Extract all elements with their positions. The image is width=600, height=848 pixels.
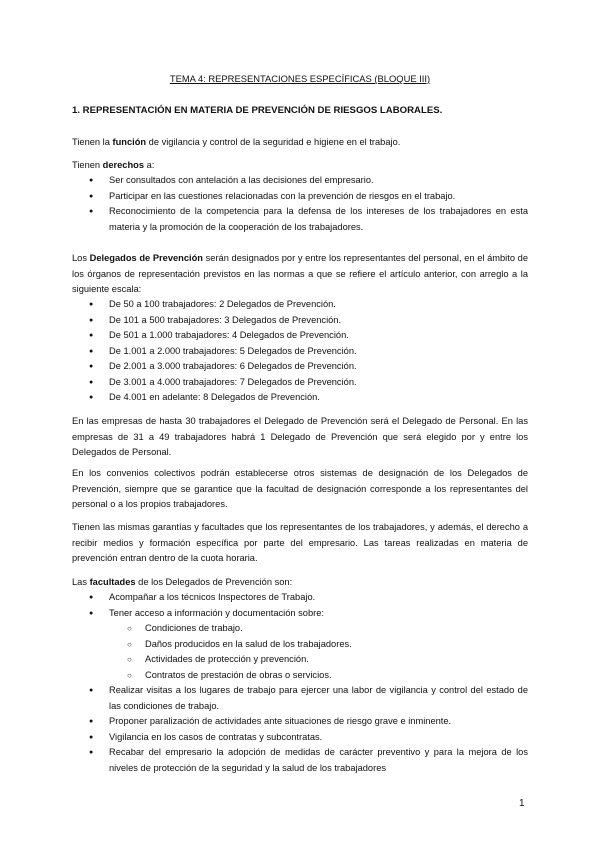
section-heading: 1. REPRESENTACIÓN EN MATERIA DE PREVENCIÓN DE RIESGOS LABORALES. [72,105,443,116]
collective-agreements-paragraph: En los convenios colectivos podrán establecerse otros sistemas de designación de los Delegados de Prevención, siempre que se garantice que la facultad de designación corresponde a los representantes del personal o a los propios trabajadores. [72,468,528,509]
powers-intro [72,575,528,591]
sublist-item: ○ Actividades de protección y prevención. [109,652,528,668]
list-item: ● De 1.001 a 2.000 trabajadores: 5 Delegados de Prevención. [72,344,528,360]
list-item: ● Ser consultados con antelación a las decisiones del empresario. [72,173,528,189]
delegates-paragraph [72,251,528,298]
list-item: ● Tener acceso a información y documentación sobre: [72,606,528,622]
page-number: 1 [519,798,525,809]
text-run: Los [72,253,90,263]
text-run: de los Delegados de Prevención son: [135,577,293,587]
text-run: Las [72,577,90,587]
bold-term: función [112,137,147,147]
list-item: ● De 2.001 a 3.000 trabajadores: 6 Delegados de Prevención. [72,359,528,375]
list-item: ● De 501 a 1.000 trabajadores: 4 Delegados de Prevención. [72,328,528,344]
sublist-item: ○ Condiciones de trabajo. [109,621,528,637]
text-run: Tienen la [72,137,113,147]
guarantees-paragraph: Tienen las mismas garantías y facultades que los representantes de los trabajadores, y además, el derecho a recibir medios y formación específica por parte del empresario. Las tareas realizadas en materia de prevención entran dentro de la cuota horaria. [72,522,528,563]
list-item: ● Participar en las cuestiones relacionadas con la prevención de riesgos en el trabajo. [72,189,528,205]
powers-list [72,590,528,776]
sublist-item: ○ Contratos de prestación de obras o servicios. [109,668,528,684]
list-item: ● De 3.001 a 4.000 trabajadores: 7 Delegados de Prevención. [72,375,528,391]
list-item: ● De 4.001 en adelante: 8 Delegados de Prevención. [72,390,528,406]
list-item: ● Recabar del empresario la adopción de medidas de carácter preventivo y para la mejora de los niveles de protección de la seguridad y la salud de los trabajadores [72,745,528,776]
list-item: ● Proponer paralización de actividades ante situaciones de riesgo grave e inminente. [72,714,528,730]
document-title: TEMA 4: REPRESENTACIONES ESPECÍFICAS (BLOQUE III) [169,73,431,84]
list-item: ● Acompañar a los técnicos Inspectores de Trabajo. [72,590,528,606]
list-item: ● Vigilancia en los casos de contratas y subcontratas. [72,730,528,746]
text-run: de vigilancia y control de la seguridad e higiene en el trabajo. [146,137,401,147]
text-run: serán designados por y entre los representantes del personal, en el ámbito de los órganos de representación previstos en las normas a que se refiere el artículo anterior, con arreglo a la siguiente escala: [72,253,529,294]
documentation-sublist [109,621,528,683]
bold-term: Delegados de Prevención [89,253,203,263]
delegates-scale-list [72,297,528,406]
small-companies-paragraph: En las empresas de hasta 30 trabajadores el Delegado de Prevención será el Delegado de Personal. En las empresas de 31 a 49 trabajadores habrá 1 Delegado de Prevención que será elegido por y entre los Delegados de Personal. [72,416,528,457]
bold-term: derechos [102,160,145,170]
list-item: ● Realizar visitas a los lugares de trabajo para ejercer una labor de vigilancia y control del estado de las condiciones de trabajo. [72,683,528,714]
list-item: ● De 101 a 500 trabajadores: 3 Delegados de Prevención. [72,313,528,329]
text-run: a: [144,160,155,170]
list-item: ● De 50 a 100 trabajadores: 2 Delegados de Prevención. [72,297,528,313]
nested-list-container [72,621,528,683]
function-paragraph [72,135,528,151]
sublist-item: ○ Daños producidos en la salud de los trabajadores. [109,637,528,653]
rights-intro [72,158,528,174]
text-run: Tienen [72,160,103,170]
rights-list [72,173,528,235]
list-item: ● Reconocimiento de la competencia para la defensa de los intereses de los trabajadores en esta materia y la promoción de la cooperación de los trabajadores. [72,204,528,235]
bold-term: facultades [89,577,136,587]
